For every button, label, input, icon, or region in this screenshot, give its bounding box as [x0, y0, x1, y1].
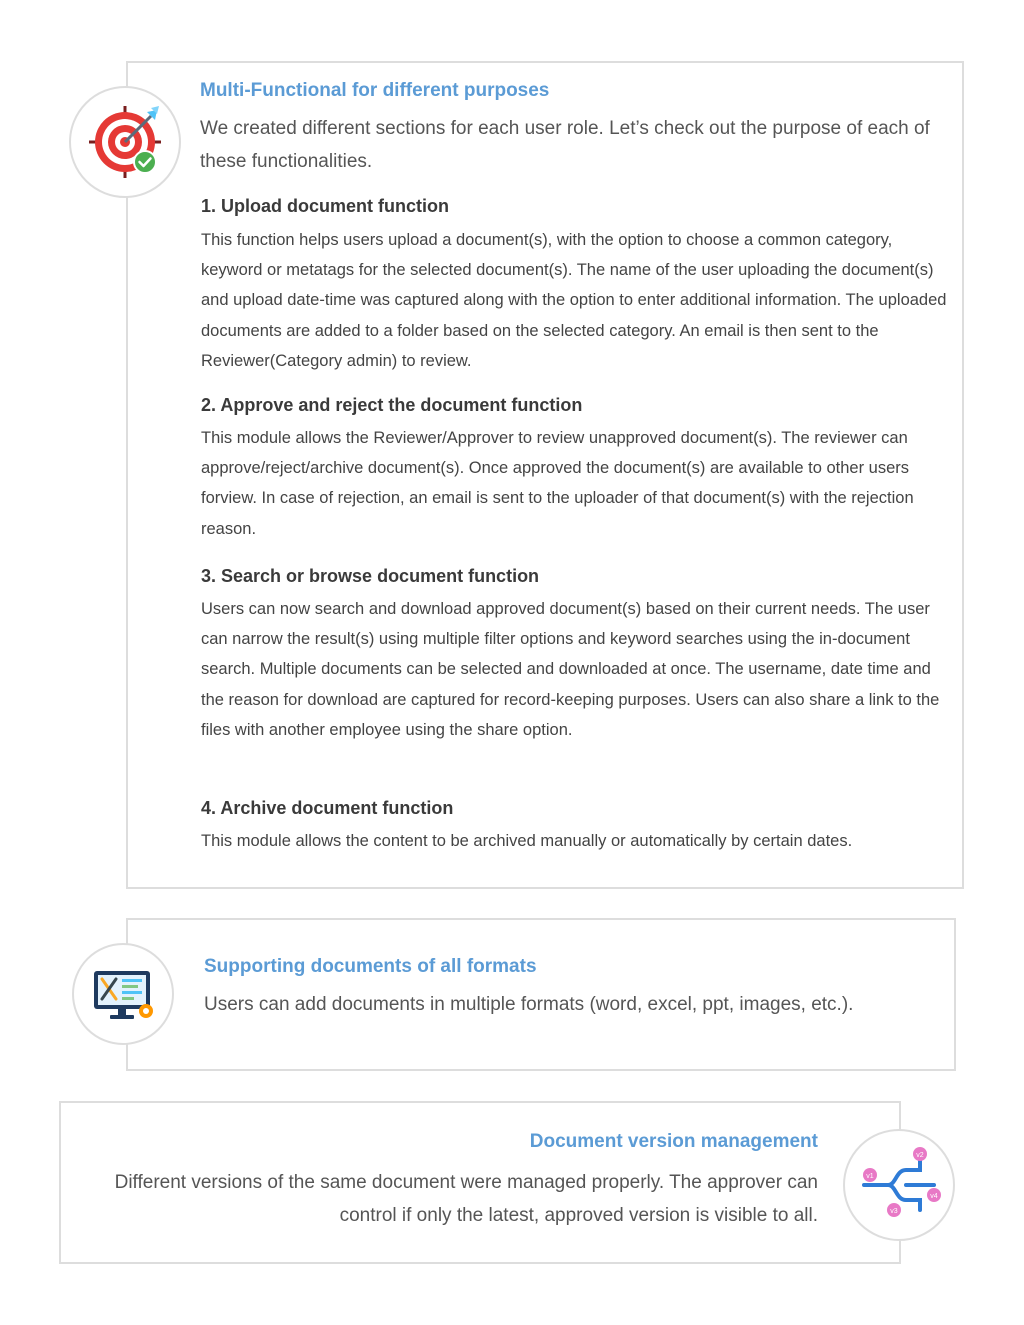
version-label-v4: v4 [930, 1193, 938, 1200]
function-title-archive: 4. Archive document function [201, 798, 454, 818]
function-text-search: Users can now search and download approved document(s) based on their current needs. The user can narrow the result(s) using multiple filter options and keyword searches using the in-document search. Multiple documents can be selected and downloaded at once. The username, date time and the reason for download are captured for record-keeping purposes. Users can also share a link to the files with another employee using the share option. [201, 600, 940, 739]
section-title: Document version management [529, 1131, 818, 1152]
function-text-archive: This module allows the content to be archived manually or automatically by certain dates. [201, 832, 853, 850]
section-lead: Users can add documents in multiple formats (word, excel, ppt, images, etc.). [204, 994, 854, 1015]
target-icon [85, 102, 165, 182]
section-lead: We created different sections for each user role. Let’s check out the purpose of each of these functionalities. [200, 118, 930, 172]
version-icon-badge [843, 1129, 955, 1241]
version-branch-icon [854, 1140, 944, 1230]
target-icon-badge [69, 86, 181, 198]
section-title: Multi-Functional for different purposes [200, 80, 550, 101]
function-title-search: 3. Search or browse document function [201, 566, 540, 586]
monitor-tools-icon [90, 961, 156, 1027]
version-label-v2: v2 [916, 1152, 924, 1159]
section-lead: Different versions of the same document were managed properly. The approver can control if only the latest, approved version is visible to all. [114, 1172, 818, 1226]
function-text-upload: This function helps users upload a document(s), with the option to choose a common category, keyword or metatags for the selected document(s). The name of the user uploading the document(s) and upload date-time was captured along with the option to enter additional information. The uploaded documents are added to a folder based on the selected category. An email is then sent to the Reviewer(Category admin) to review. [201, 231, 947, 370]
function-text-approve: This module allows the Reviewer/Approver to review unapproved document(s). The reviewer can approve/reject/archive document(s). Once approved the document(s) are available to other users forview. In case of rejection, an email is sent to the uploader of that document(s) with the rejection reason. [201, 429, 914, 538]
function-title-approve: 2. Approve and reject the document function [201, 395, 583, 415]
monitor-icon-badge [72, 943, 174, 1045]
version-label-v3: v3 [890, 1208, 898, 1215]
section-title: Supporting documents of all formats [204, 956, 537, 977]
version-label-v1: v1 [866, 1173, 874, 1180]
function-title-upload: 1. Upload document function [201, 196, 449, 216]
